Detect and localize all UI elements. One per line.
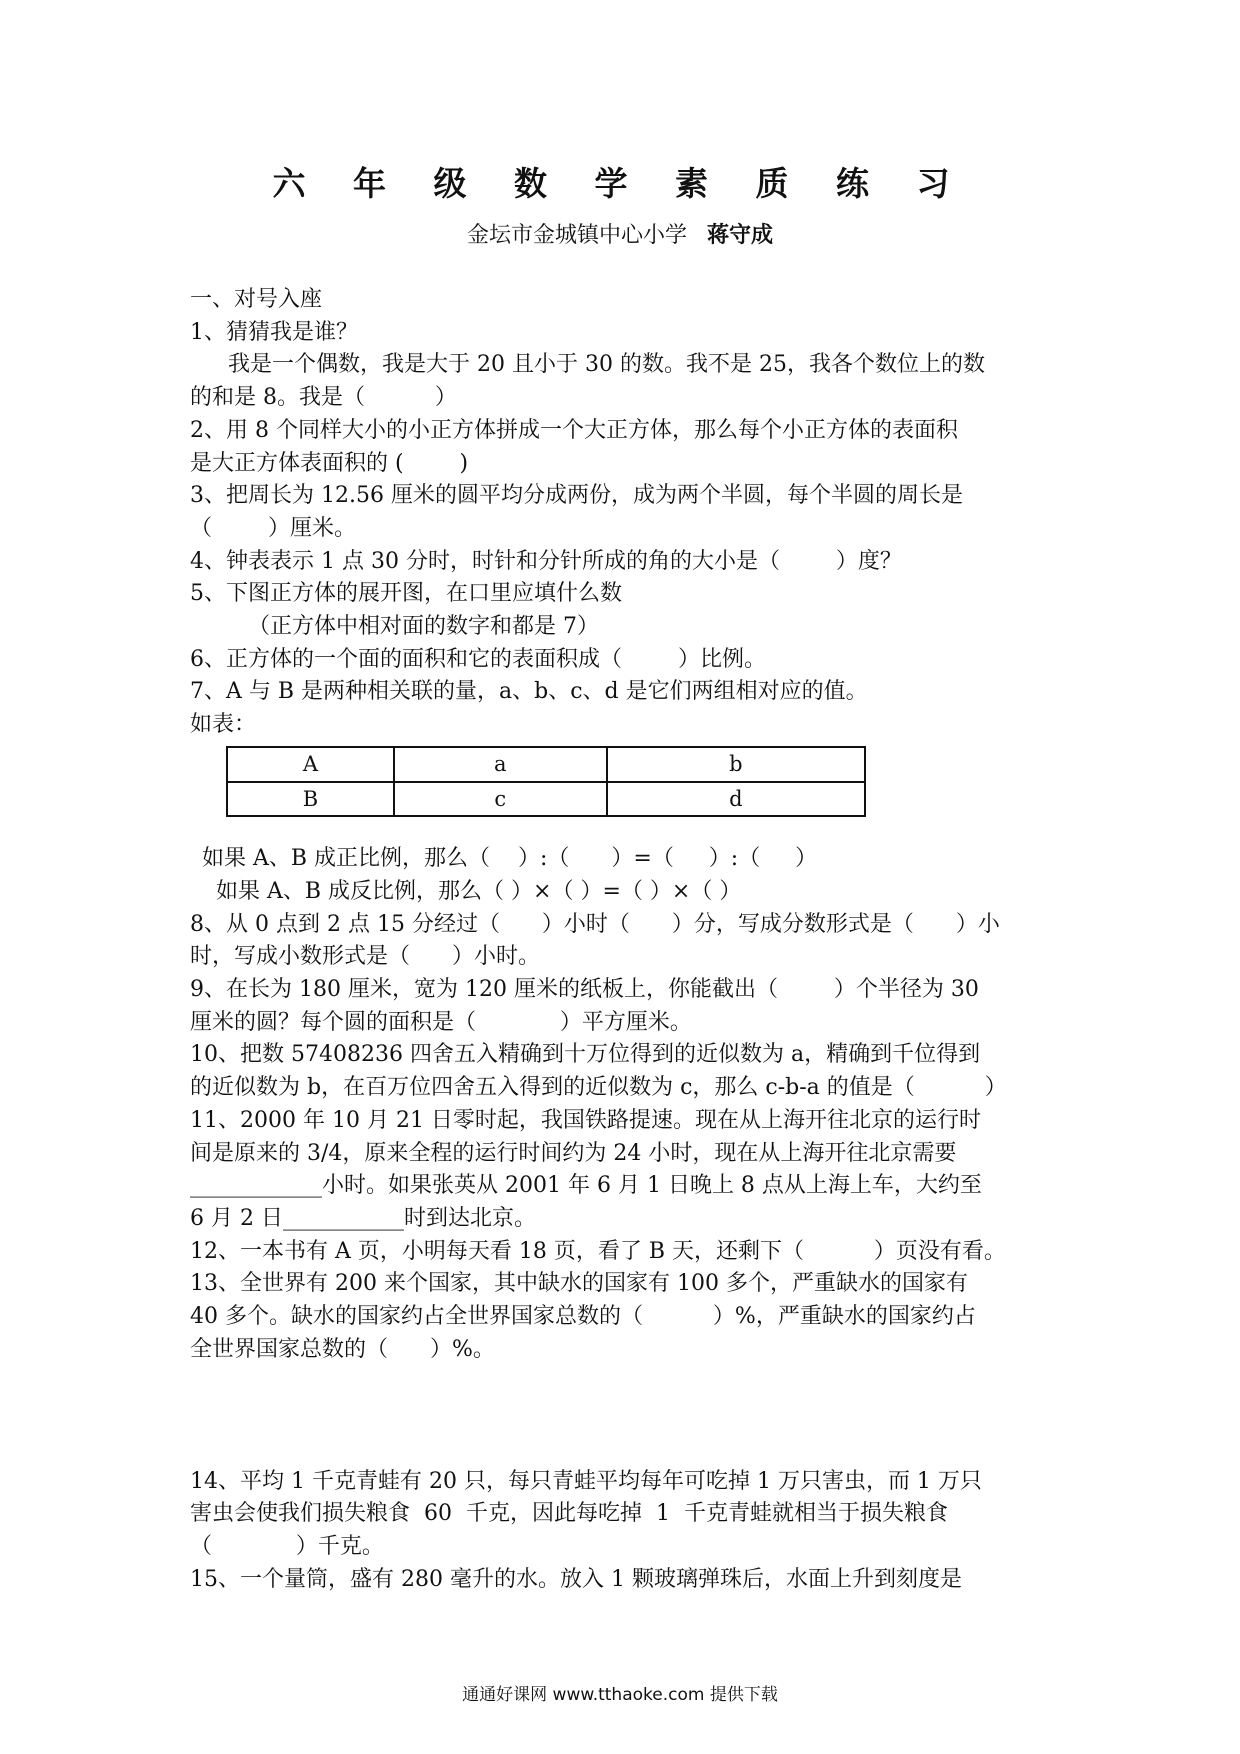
table-cell: B xyxy=(227,782,394,817)
byline xyxy=(0,218,1240,249)
q7-inverse: 如果 A、B 成反比例，那么（ ）×（ ）=（ ）×（ ） xyxy=(216,878,742,904)
q10-line-2: 的近似数为 b，在百万位四舍五入得到的近似数为 c，那么 c-b-a 的值是（ ） xyxy=(190,1075,1007,1101)
q3-line-2: （ ）厘米。 xyxy=(190,515,356,541)
q2-line-1: 2、用 8 个同样大小的小正方体拼成一个大正方体，那么每个小正方体的表面积 xyxy=(190,417,958,443)
q1-line-1: 1、猜猜我是谁？ xyxy=(190,319,358,345)
q4-line: 4、钟表表示 1 点 30 分时，时针和分针所成的角的大小是（ ）度？ xyxy=(190,548,902,574)
q2-line-2: 是大正方体表面积的 ( ) xyxy=(190,450,469,476)
q11-line-3: ____________小时。如果张英从 2001 年 6 月 1 日晚上 8 点从上海上车，大约至 xyxy=(190,1173,982,1199)
q10-line-1: 10、把数 57408236 四舍五入精确到十万位得到的近似数为 a，精确到千位得到 xyxy=(190,1042,981,1068)
q11-line-2: 间是原来的 3/4，原来全程的运行时间约为 24 小时，现在从上海开往北京需要 xyxy=(190,1140,957,1166)
author-name: 蒋守成 xyxy=(707,222,774,248)
q15-line: 15、一个量筒，盛有 280 毫升的水。放入 1 颗玻璃弹珠后，水面上升到刻度是 xyxy=(190,1566,962,1592)
table-cell: b xyxy=(607,747,865,782)
q6-line: 6、正方体的一个面的面积和它的表面积成（ ）比例。 xyxy=(190,646,766,672)
table-cell: A xyxy=(227,747,394,782)
q9-line-1: 9、在长为 180 厘米，宽为 120 厘米的纸板上，你能截出（ ）个半径为 30 xyxy=(190,977,979,1003)
q5-line-2: （正方体中相对面的数字和都是 7） xyxy=(248,614,599,640)
q7-line-2: 如表： xyxy=(190,712,257,738)
q13-line-3: 全世界国家总数的（ ）%。 xyxy=(190,1336,495,1362)
table-row xyxy=(227,747,865,782)
q11-line-1: 11、2000 年 10 月 21 日零时起，我国铁路提速。现在从上海开往北京的运行时 xyxy=(190,1107,981,1133)
q14-line-2: 害虫会使我们损失粮食 60 千克，因此每吃掉 1 千克青蛙就相当于损失粮食 xyxy=(190,1501,948,1527)
school-name: 金坛市金城镇中心小学 xyxy=(466,223,687,248)
table-row xyxy=(227,782,865,817)
section-heading: 一、对号入座 xyxy=(190,287,323,312)
blank-space xyxy=(190,1367,1065,1466)
q7-proportional: 如果 A、B 成正比例，那么（ ）:（ ）=（ ）:（ ） xyxy=(202,846,818,872)
q7-line-1: 7、A 与 B 是两种相关联的量，a、b、c、d 是它们两组相对应的值。 xyxy=(190,679,868,705)
q8-line-1: 8、从 0 点到 2 点 15 分经过（ ）小时（ ）分，写成分数形式是（ ）小 xyxy=(190,911,1000,937)
worksheet-body xyxy=(190,284,1065,1596)
table-cell: d xyxy=(607,782,865,817)
ab-value-table xyxy=(226,746,866,817)
q8-line-2: 时，写成小数形式是（ ）小时。 xyxy=(190,944,540,970)
q9-line-2: 厘米的圆？每个圆的面积是（ ）平方厘米。 xyxy=(190,1009,692,1035)
q12-line: 12、一本书有 A 页，小明每天看 18 页，看了 B 天，还剩下（ ）页没有看。 xyxy=(190,1238,1006,1264)
q1-line-2: 我是一个偶数，我是大于 20 且小于 30 的数。我不是 25，我各个数位上的数 xyxy=(228,352,985,378)
q13-line-1: 13、全世界有 200 来个国家，其中缺水的国家有 100 多个，严重缺水的国家有 xyxy=(190,1271,968,1297)
download-footer: 通通好课网 www.tthaoke.com 提供下载 xyxy=(462,1685,778,1705)
q1-line-3: 的和是 8。我是（ ） xyxy=(190,385,457,411)
q3-line-1: 3、把周长为 12.56 厘米的圆平均分成两份，成为两个半圆，每个半圆的周长是 xyxy=(190,483,963,509)
q11-line-4: 6 月 2 日___________时到达北京。 xyxy=(190,1205,536,1231)
table-cell: a xyxy=(394,747,607,782)
q5-line-1: 5、下图正方体的展开图，在口里应填什么数 xyxy=(190,581,622,607)
q13-line-2: 40 多个。缺水的国家约占全世界国家总数的（ ）%，严重缺水的国家约占 xyxy=(190,1304,976,1330)
q14-line-3: （ ）千克。 xyxy=(190,1533,384,1559)
table-cell: c xyxy=(394,782,607,817)
q14-line-1: 14、平均 1 千克青蛙有 20 只，每只青蛙平均每年可吃掉 1 万只害虫，而 1 万只 xyxy=(190,1468,982,1494)
page-title: 六 年 级 数 学 素 质 练 习 xyxy=(272,164,968,203)
